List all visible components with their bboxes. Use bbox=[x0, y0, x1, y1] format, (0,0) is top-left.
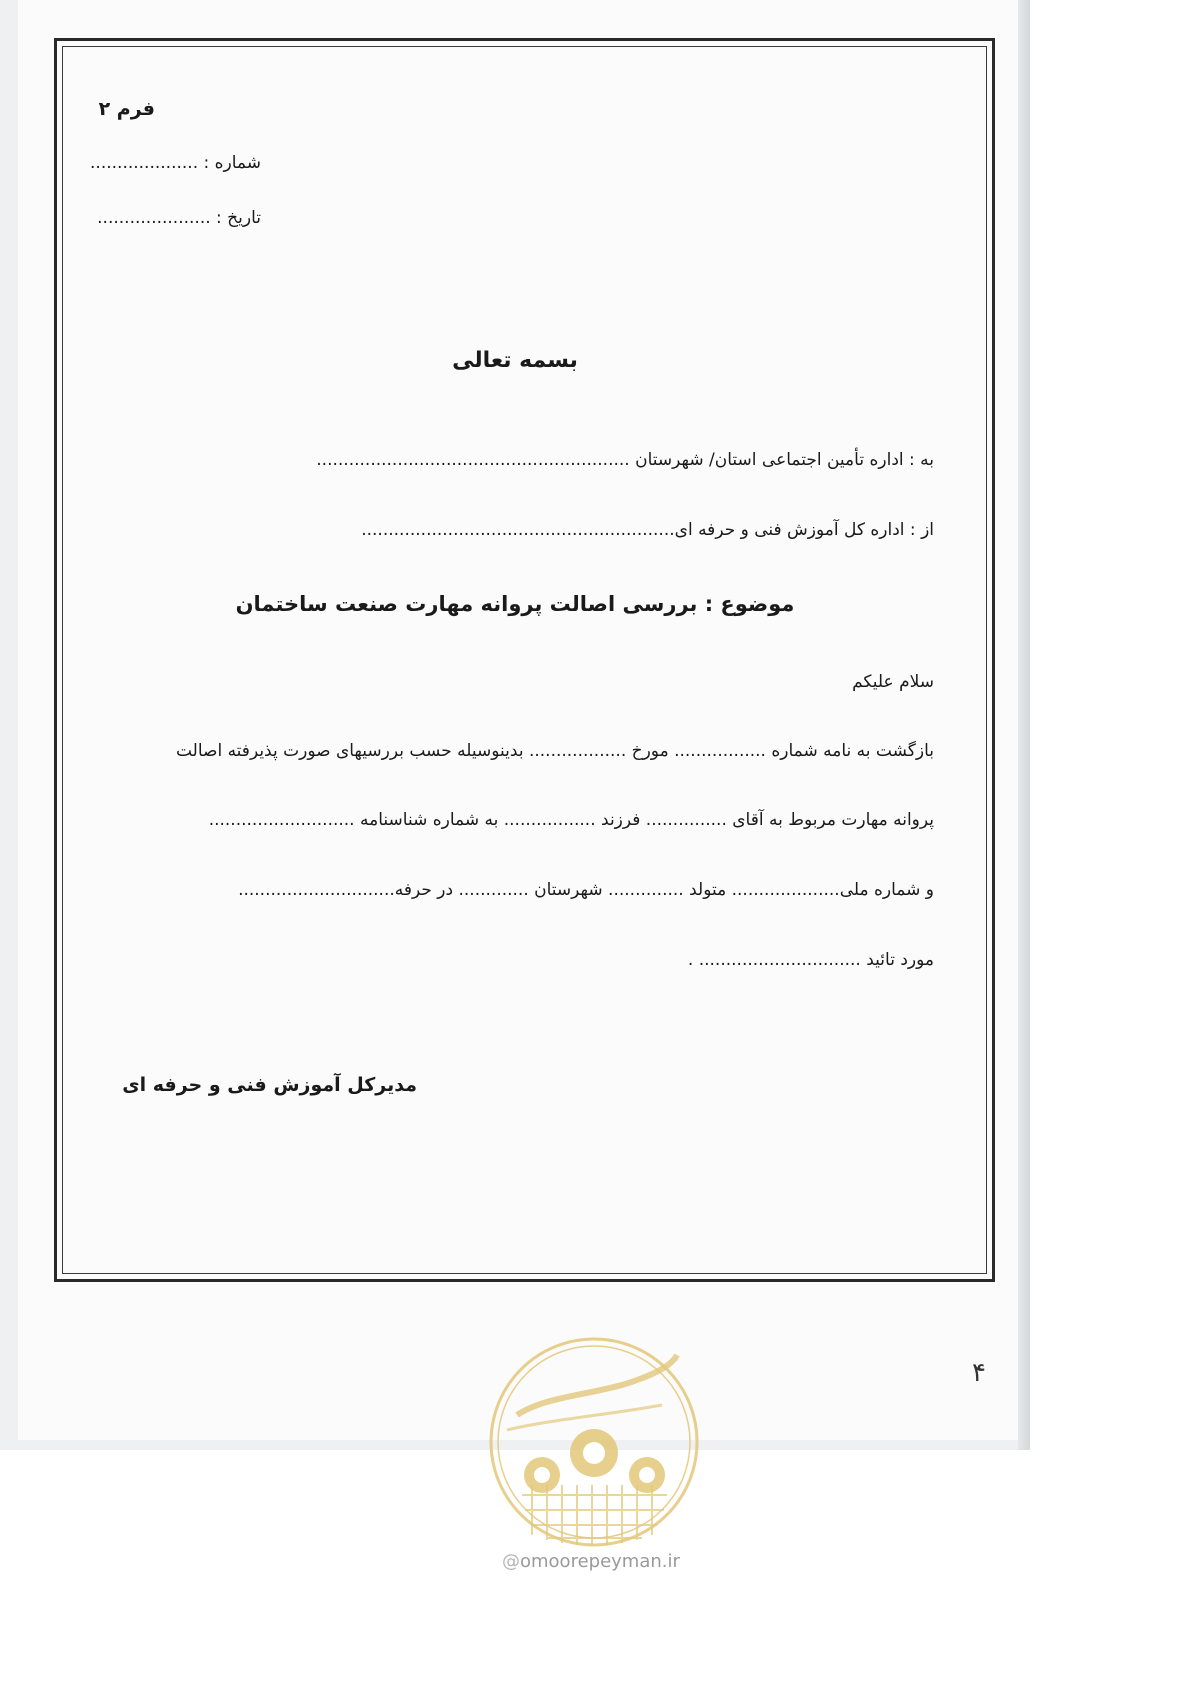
watermark-website-text: omoorepeyman.ir bbox=[520, 1551, 680, 1572]
body-line-3: و شماره ملی.................... متولد .............. شهرستان ............. در حرفه............................. bbox=[238, 880, 934, 900]
watermark-logo-icon bbox=[487, 1335, 701, 1549]
basmala-heading: بسمه تعالی bbox=[452, 348, 578, 373]
watermark-website bbox=[502, 1551, 702, 1572]
sender-line: از : اداره کل آموزش فنی و حرفه ای.......................................................... bbox=[361, 520, 934, 540]
body-line-2: پروانه مهارت مربوط به آقای ............... فرزند ................. به شماره شناسنامه ........................... bbox=[208, 810, 934, 830]
scan-edge-shadow bbox=[1018, 0, 1030, 1450]
at-icon: @ bbox=[502, 1551, 520, 1572]
signature-title: مدیرکل آموزش فنی و حرفه ای bbox=[122, 1074, 417, 1096]
subject-heading: موضوع : بررسی اصالت پروانه مهارت صنعت ساختمان bbox=[235, 592, 795, 616]
form-label: فرم ۲ bbox=[98, 98, 155, 120]
body-line-4: مورد تائید .............................. . bbox=[687, 950, 934, 970]
letter-date-field: تاریخ : ..................... bbox=[97, 208, 261, 228]
letter-number-field: شماره : .................... bbox=[90, 153, 261, 173]
page-number: ۴ bbox=[972, 1358, 986, 1388]
salutation: سلام علیکم bbox=[852, 672, 934, 692]
body-line-1: بازگشت به نامه شماره ................. مورخ .................. بدینوسیله حسب بررسیهای صورت پذیرفته اصالت bbox=[175, 741, 934, 761]
recipient-line: به : اداره تأمین اجتماعی استان/ شهرستان .......................................................... bbox=[316, 450, 934, 470]
